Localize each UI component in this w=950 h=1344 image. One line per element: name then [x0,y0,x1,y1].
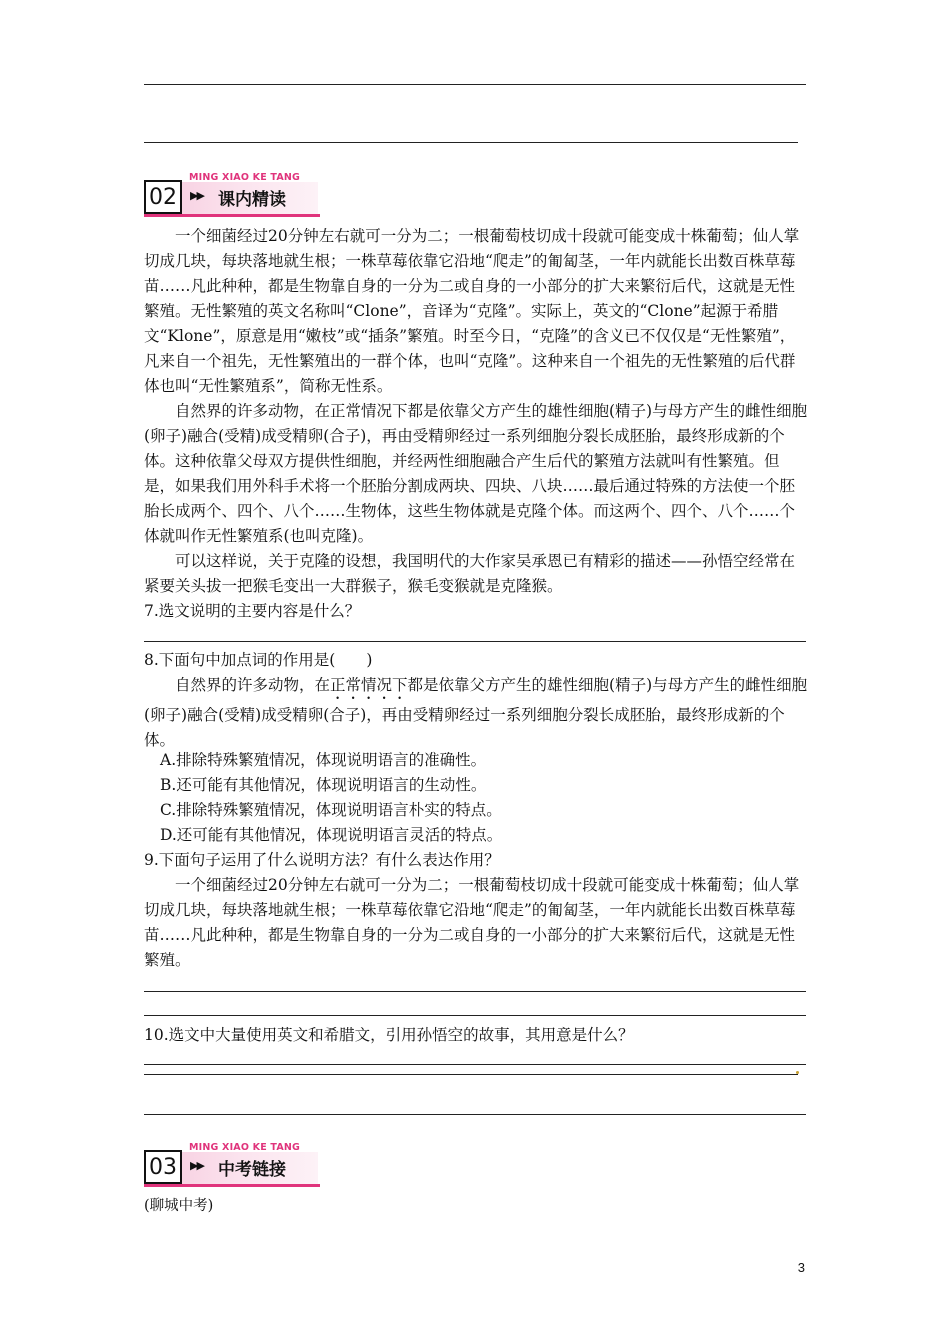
question-9-stem: 9.下面句子运用了什么说明方法？有什么表达作用？ [144,851,500,869]
question-9-quote: 一个细菌经过20分钟左右就可一分为二；一根葡萄枝切成十段就可能变成十株葡萄；仙人掌切成几块，每块落地就生根；一株草莓依靠它沿地“爬走”的匍匐茎，一年内就能长出数百株草莓苗……凡此种种，都是生物靠自身的一分为二或自身的一小部分的扩大来繁衍后代，这就是无性繁殖。 [144,876,800,969]
answer-line [144,1074,798,1075]
option-c: C.排除特殊繁殖情况，体现说明语言朴实的特点。 [160,801,502,819]
double-arrow-icon: ▶▶ [190,1159,203,1172]
passage-paragraph-2: 自然界的许多动物，在正常情况下都是依靠父方产生的雄性细胞(精子)与母方产生的雌性细胞(卵子)融合(受精)成受精卵(合子)，再由受精卵经过一系列细胞分裂长成胚胎，最终形成新的个体。这种依靠父母双方提供性细胞，并经两性细胞融合产生后代的繁殖方法就叫有性繁殖。但是，如果我们用外科手术将一个胚胎分割成两块、四块、八块……最后通过特殊的方法使一个胚胎长成两个、四个、八个……生物体，这些生物体就是克隆个体。而这两个、四个、八个……个体就叫作无性繁殖系(也叫克隆)。 [144,402,808,545]
question-8-stem: 8.下面句中加点词的作用是( ) [144,651,373,669]
option-a: A.排除特殊繁殖情况，体现说明语言的准确性。 [160,751,487,769]
section-sublabel: MING XIAO KE TANG [189,1142,301,1153]
answer-line [144,991,806,992]
stray-mark [796,1071,799,1074]
section-header-03 [144,1142,320,1188]
section-number: 02 [144,180,182,214]
page-number: 3 [797,1260,805,1275]
passage-paragraph-1: 一个细菌经过20分钟左右就可一分为二；一根葡萄枝切成十段就可能变成十株葡萄；仙人掌切成几块，每块落地就生根；一株草莓依靠它沿地“爬走”的匍匐茎，一年内就能长出数百株草莓苗……凡此种种，都是生物靠自身的一分为二或自身的一小部分的扩大来繁衍后代，这就是无性繁殖。无性繁殖的英文名称叫“Clone”，音译为“克隆”。实际上，英文的“Clone”起源于希腊文“Klone”，原意是用“嫩枝”或“插条”繁殖。时至今日，“克隆”的含义已不仅仅是“无性繁殖”，凡来自一个祖先，无性繁殖出的一群个体，也叫“克隆”。这种来自一个祖先的无性繁殖的后代群体也叫“无性繁殖系”，简称无性系。 [144,227,800,395]
source-note: (聊城中考) [144,1198,214,1214]
section-number: 03 [144,1150,182,1184]
option-b: B.还可能有其他情况，体现说明语言的生动性。 [160,776,487,794]
section-sublabel: MING XIAO KE TANG [189,172,301,183]
section-header-02 [144,172,320,218]
answer-line [144,1114,806,1115]
header-underline [144,214,320,217]
question-10: 10.选文中大量使用英文和希腊文，引用孙悟空的故事，其用意是什么？ [144,1026,634,1044]
section-title: 中考链接 [218,1160,286,1180]
option-d: D.还可能有其他情况，体现说明语言灵活的特点。 [160,826,503,844]
question-7: 7.选文说明的主要内容是什么？ [144,602,361,620]
quote-text: 自然界的许多动物，在 [175,676,331,694]
quote-text: 都是依靠父方产生的雄性细胞(精子)与母方产生的雌性细胞(卵子)融合(受精)成受精卵(合子)，再由受精卵经过一系列细胞分裂长成胚胎，最终形成新的个体。 [144,676,808,749]
section-title: 课内精读 [218,190,286,210]
dotted-words: 正常情况下 [330,676,408,694]
answer-line [144,84,806,85]
question-8-quote [144,673,808,753]
answer-line [144,641,806,642]
header-underline [144,1184,320,1187]
passage-paragraph-3: 可以这样说，关于克隆的设想，我国明代的大作家吴承恩已有精彩的描述——孙悟空经常在紧要关头拔一把猴毛变出一大群猴子，猴毛变猴就是克隆猴。 [144,552,796,595]
answer-line [144,1064,806,1065]
double-arrow-icon: ▶▶ [190,189,203,202]
answer-line [144,142,798,143]
answer-line [144,1015,806,1016]
